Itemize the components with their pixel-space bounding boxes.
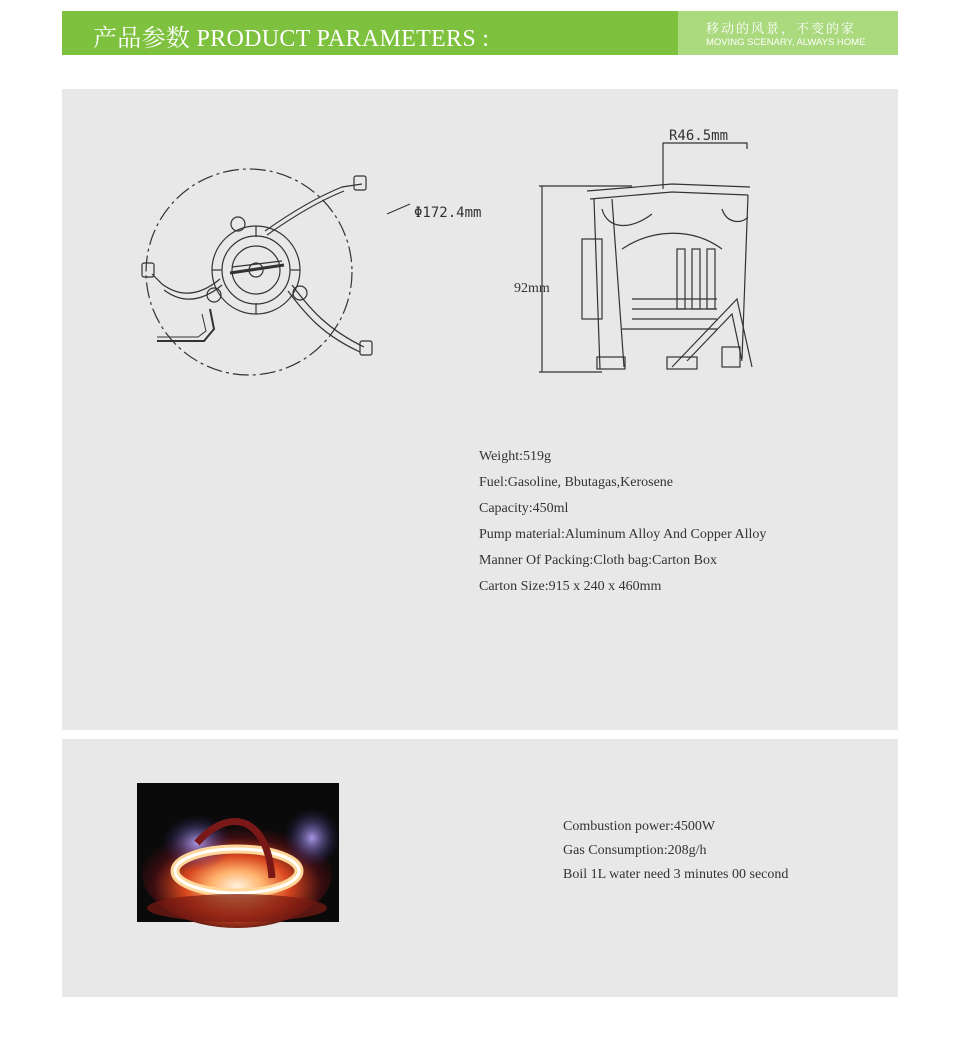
slogan-chinese: 移动的风景，不变的家 xyxy=(706,22,857,37)
spec-capacity: Capacity:450ml xyxy=(479,501,569,516)
stove-top-view-drawing xyxy=(142,159,482,384)
slogan-box xyxy=(678,11,898,55)
radius-label: R46.5mm xyxy=(669,128,729,144)
spec-list xyxy=(479,444,766,600)
perf-combustion-power: Combustion power:4500W xyxy=(563,819,716,834)
diameter-label: Φ172.4mm xyxy=(414,205,482,221)
perf-boil-time: Boil 1L water need 3 minutes 00 second xyxy=(563,867,789,882)
stove-side-view-drawing xyxy=(512,129,772,389)
spec-weight: Weight:519g xyxy=(479,449,551,464)
spec-pump-material: Pump material:Aluminum Alloy And Copper Alloy xyxy=(479,527,767,542)
spec-packing: Manner Of Packing:Cloth bag:Carton Box xyxy=(479,553,717,568)
perf-gas-consumption: Gas Consumption:208g/h xyxy=(563,843,707,858)
spec-carton-size: Carton Size:915 x 240 x 460mm xyxy=(479,579,662,594)
slogan-english: MOVING SCENARY, ALWAYS HOME xyxy=(706,37,866,48)
parameters-panel xyxy=(62,89,898,730)
performance-list xyxy=(563,815,788,887)
performance-panel xyxy=(62,739,898,997)
spec-fuel: Fuel:Gasoline, Bbutagas,Kerosene xyxy=(479,475,674,490)
header-banner xyxy=(62,11,898,55)
page-title: 产品参数 PRODUCT PARAMETERS : xyxy=(93,26,490,52)
burner-flame-photo xyxy=(137,783,339,922)
height-label: 92mm xyxy=(514,281,550,296)
